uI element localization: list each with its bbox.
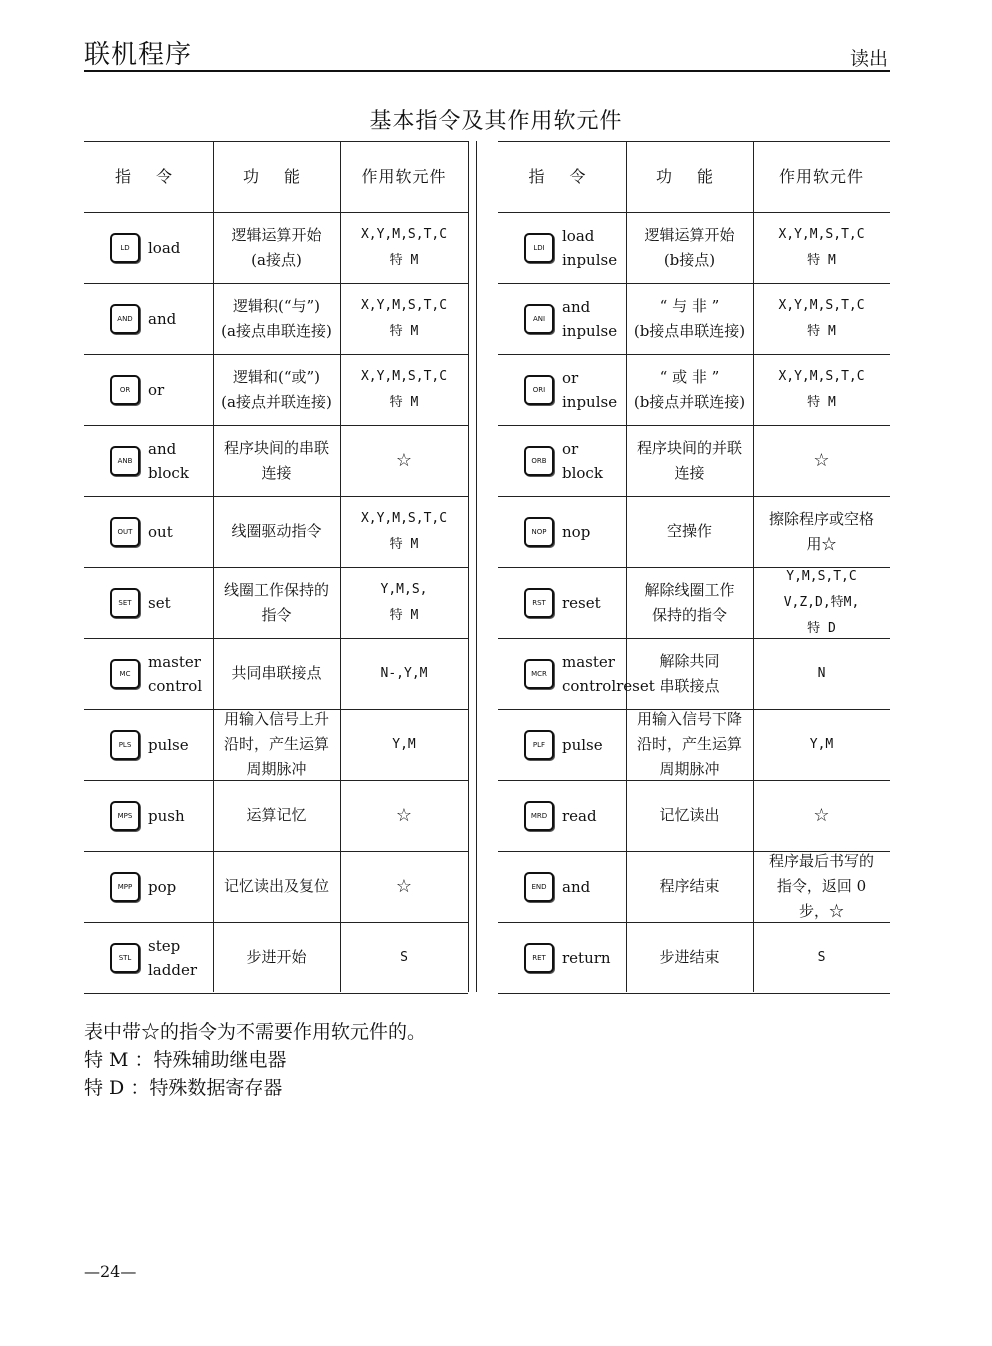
instruction-cell [110, 567, 209, 638]
instruction-mnemonic: master controlreset [562, 652, 655, 695]
instruction-cell [110, 212, 209, 283]
instruction-key-icon: OUT [110, 517, 140, 547]
instruction-key-icon: OR [110, 375, 140, 405]
instruction-key-icon: RST [524, 588, 554, 618]
instruction-key-icon: END [524, 872, 554, 902]
instruction-cell [524, 567, 622, 638]
instruction-cell [110, 283, 209, 354]
instruction-key-icon: ANI [524, 304, 554, 334]
table-divider-left [468, 141, 469, 992]
function-cell: “ 或 非 ” (b接点并联连接) [633, 367, 746, 411]
instruction-mnemonic: step ladder [148, 936, 197, 979]
instruction-cell [524, 709, 622, 780]
instruction-cell [524, 638, 655, 709]
note-special-m: 特 M ：特殊辅助继电器 [84, 1049, 287, 1071]
instruction-key-icon: MPP [110, 872, 140, 902]
device-cell: X,Y,M,S,T,C 特 M [360, 297, 448, 339]
instruction-key-icon: NOP [524, 517, 554, 547]
instruction-mnemonic: load inpulse [562, 226, 618, 269]
function-cell: 程序块间的串联 连接 [223, 438, 329, 482]
instruction-cell [110, 354, 209, 425]
device-cell: Y,M,S,T,C V,Z,D,特M, 特 D [783, 568, 860, 636]
function-cell: 记忆读出 [659, 806, 720, 824]
device-cell: ☆ [813, 450, 830, 471]
device-cell: S [400, 949, 408, 965]
function-cell: 用输入信号下降 沿时，产生运算 周期脉冲 [636, 710, 742, 778]
instruction-mnemonic: and [148, 309, 177, 328]
function-cell: 逻辑运算开始 (b接点) [644, 225, 735, 269]
device-cell: X,Y,M,S,T,C 特 M [360, 510, 448, 552]
device-cell: 擦除程序或空格 用☆ [768, 509, 874, 553]
instruction-cell [110, 922, 209, 993]
column-header-devices: 作用软元件 [778, 167, 864, 186]
instruction-mnemonic: out [148, 522, 173, 541]
column-header-instruction: 指 令 [528, 167, 596, 186]
table-rule [498, 993, 890, 994]
instruction-cell [524, 496, 622, 567]
device-cell: X,Y,M,S,T,C 特 M [778, 226, 865, 268]
instruction-mnemonic: and block [148, 439, 189, 482]
device-cell: X,Y,M,S,T,C 特 M [778, 297, 865, 339]
table-rule [84, 993, 468, 994]
instruction-key-icon: MCR [524, 659, 554, 689]
column-header-devices: 作用软元件 [361, 167, 447, 186]
instruction-mnemonic: read [562, 806, 597, 825]
instruction-key-icon: ORI [524, 375, 554, 405]
instruction-cell [110, 425, 209, 496]
instruction-cell [524, 354, 622, 425]
instruction-cell [110, 709, 209, 780]
instruction-cell [110, 496, 209, 567]
function-cell: 逻辑积(“与”) (a接点串联连接) [221, 296, 332, 340]
device-cell: N-,Y,M [380, 665, 428, 681]
function-cell: 线圈工作保持的 指令 [223, 580, 329, 624]
header-rule [84, 70, 890, 72]
function-cell: 解除线圈工作 保持的指令 [644, 580, 735, 624]
instruction-mnemonic: and inpulse [562, 297, 618, 340]
note-star: 表中带☆的指令为不需要作用软元件的。 [84, 1021, 427, 1043]
instruction-mnemonic: return [562, 948, 611, 967]
device-cell: N [817, 665, 826, 681]
instruction-mnemonic: pop [148, 877, 177, 896]
table-title: 基本指令及其作用软元件 [369, 109, 623, 134]
function-cell: 共同串联接点 [231, 664, 322, 682]
column-header-function: 功 能 [242, 167, 311, 186]
table-right-half [498, 141, 890, 992]
instruction-key-icon: ORB [524, 446, 554, 476]
instruction-mnemonic: set [148, 593, 171, 612]
instruction-mnemonic: master control [148, 652, 203, 695]
page-number: —24— [84, 1262, 137, 1281]
instruction-cell [524, 212, 622, 283]
function-cell: 步进结束 [659, 948, 720, 966]
function-cell: 记忆读出及复位 [223, 877, 329, 895]
device-cell: X,Y,M,S,T,C 特 M [778, 368, 865, 410]
instruction-mnemonic: or block [562, 439, 603, 482]
device-cell: Y,M [392, 736, 416, 752]
instruction-key-icon: LDI [524, 233, 554, 263]
instruction-key-icon: MC [110, 659, 140, 689]
column-header-instruction: 指 令 [114, 167, 183, 186]
device-cell: Y,M,S, 特 M [380, 581, 428, 623]
instruction-mnemonic: pulse [148, 735, 189, 754]
instruction-key-icon: LD [110, 233, 140, 263]
instruction-key-icon: PLF [524, 730, 554, 760]
instruction-mnemonic: load [148, 238, 181, 257]
instruction-mnemonic: nop [562, 522, 591, 541]
header-left-title: 联机程序 [84, 40, 193, 70]
instruction-cell [110, 851, 209, 922]
instruction-table [84, 141, 890, 992]
device-cell: ☆ [813, 805, 830, 826]
instruction-cell [524, 425, 622, 496]
device-cell: X,Y,M,S,T,C 特 M [360, 368, 448, 410]
instruction-mnemonic: or inpulse [562, 368, 618, 411]
device-cell: S [817, 949, 826, 965]
notes [84, 1018, 426, 1102]
function-cell: 运算记忆 [246, 806, 307, 824]
table-left-half [84, 141, 476, 992]
instruction-key-icon: AND [110, 304, 140, 334]
device-cell: ☆ [395, 450, 413, 471]
function-cell: 逻辑运算开始 (a接点) [231, 225, 322, 269]
function-cell: 空操作 [666, 522, 712, 540]
column-header-function: 功 能 [655, 167, 724, 186]
instruction-cell [110, 638, 209, 709]
instruction-mnemonic: pulse [562, 735, 603, 754]
instruction-mnemonic: reset [562, 593, 601, 612]
function-cell: 解除共同 串联接点 [659, 651, 720, 695]
instruction-key-icon: SET [110, 588, 140, 618]
function-cell: 步进开始 [246, 948, 307, 966]
instruction-key-icon: PLS [110, 730, 140, 760]
device-cell: X,Y,M,S,T,C 特 M [360, 226, 448, 268]
function-cell: 逻辑和(“或”) (a接点并联连接) [221, 367, 332, 411]
instruction-key-icon: RET [524, 943, 554, 973]
function-cell: 用输入信号上升 沿时，产生运算 周期脉冲 [223, 710, 329, 778]
instruction-mnemonic: push [148, 806, 185, 825]
instruction-mnemonic: and [562, 877, 591, 896]
instruction-key-icon: ANB [110, 446, 140, 476]
function-cell: “ 与 非 ” (b接点串联连接) [633, 296, 746, 340]
device-cell: Y,M [809, 736, 834, 752]
device-cell: ☆ [395, 805, 413, 826]
instruction-cell [524, 283, 622, 354]
function-cell: 程序结束 [659, 877, 720, 895]
header-right-title: 读出 [849, 48, 888, 70]
table-divider-right [476, 141, 477, 992]
instruction-cell [524, 922, 622, 993]
instruction-cell [110, 780, 209, 851]
device-cell: 程序最后书写的 指令，返回 0 步，☆ [768, 852, 874, 920]
instruction-cell [524, 780, 622, 851]
instruction-cell [524, 851, 622, 922]
instruction-key-icon: MPS [110, 801, 140, 831]
note-special-d: 特 D ：特殊数据寄存器 [84, 1077, 283, 1099]
device-cell: ☆ [395, 876, 413, 897]
function-cell: 线圈驱动指令 [231, 522, 322, 540]
instruction-key-icon: STL [110, 943, 140, 973]
instruction-key-icon: MRD [524, 801, 554, 831]
function-cell: 程序块间的并联 连接 [636, 438, 742, 482]
instruction-mnemonic: or [148, 380, 165, 399]
